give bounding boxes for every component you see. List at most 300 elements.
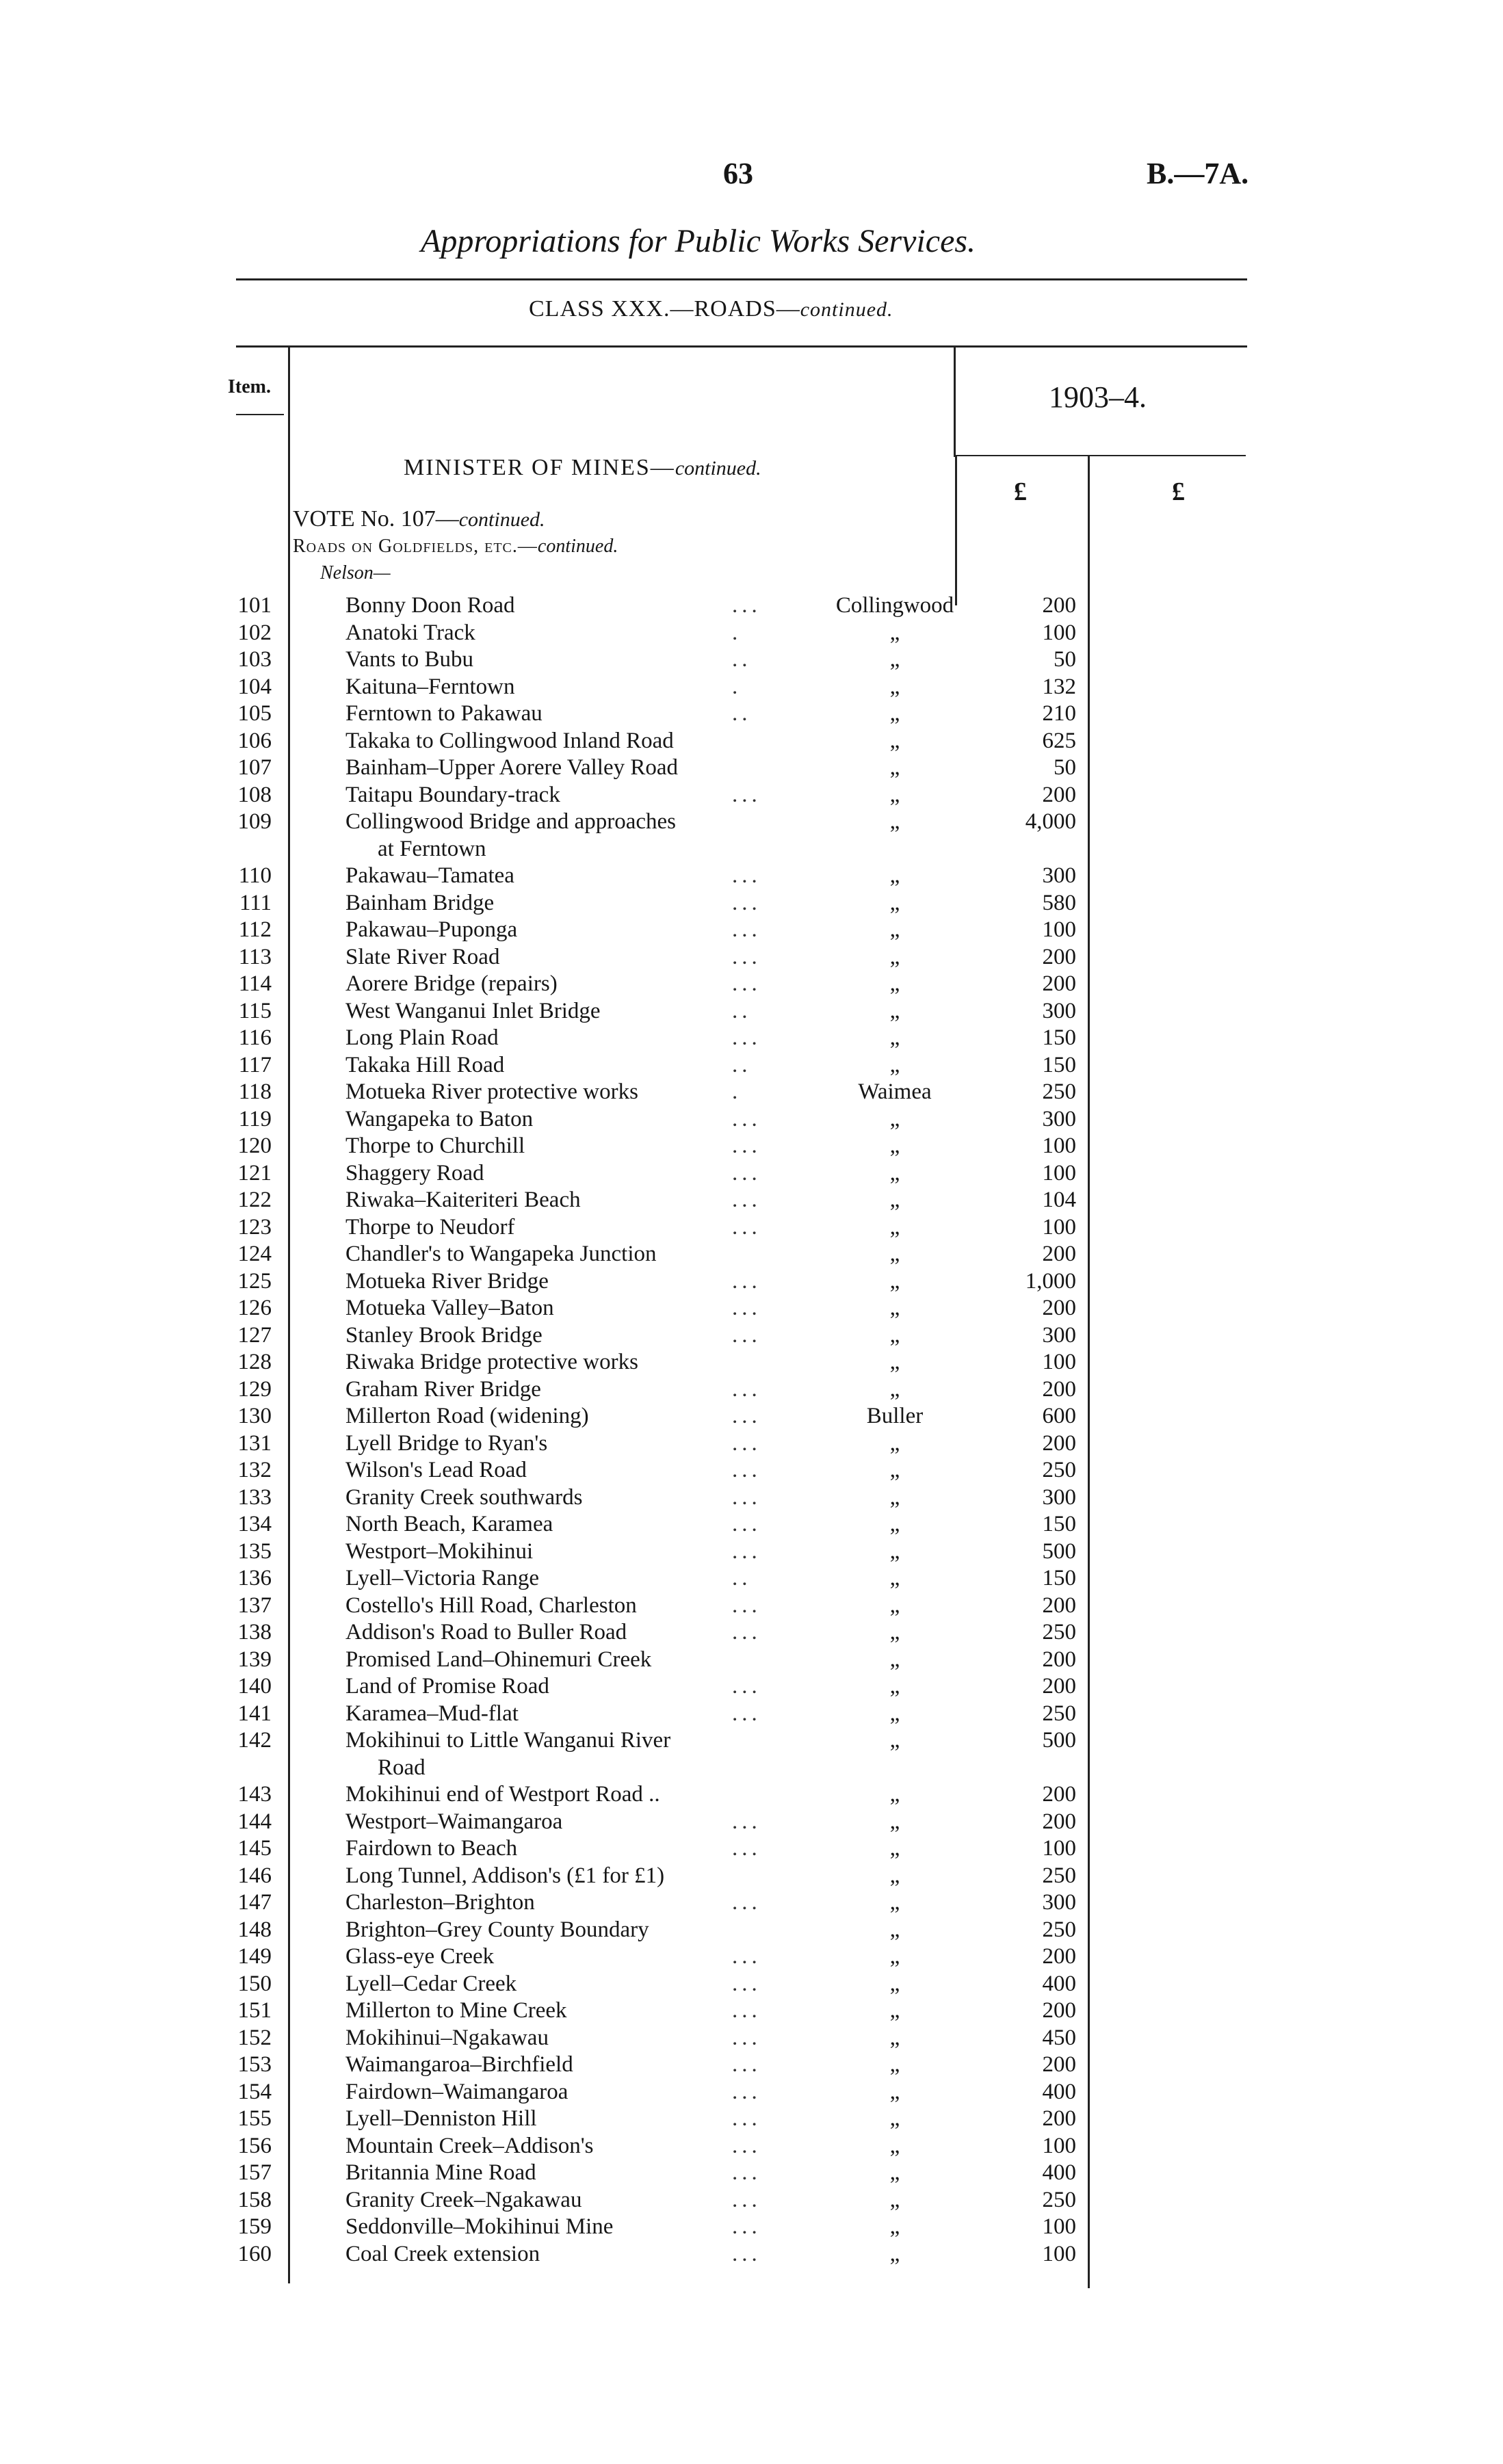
table-row bbox=[0, 1376, 1503, 1403]
item-number: 102 bbox=[237, 620, 272, 645]
class-heading-main: CLASS XXX.—ROADS— bbox=[529, 296, 800, 322]
item-number: 141 bbox=[237, 1701, 272, 1726]
district-name: „ bbox=[889, 1242, 900, 1266]
item-description: Seddonville–Mokihinui Mine bbox=[345, 2214, 614, 2239]
district-name: „ bbox=[889, 1593, 900, 1618]
amount-value: 250 bbox=[1042, 1701, 1076, 1726]
table-row bbox=[0, 673, 1503, 700]
item-description: Shaggery Road bbox=[345, 1161, 484, 1185]
table-row bbox=[0, 1916, 1503, 1943]
district-name: „ bbox=[889, 1485, 900, 1510]
amount-value: 200 bbox=[1042, 971, 1076, 996]
item-number: 154 bbox=[237, 2080, 272, 2104]
district-name: „ bbox=[889, 1674, 900, 1699]
item-description: Chandler's to Wangapeka Junction bbox=[345, 1242, 657, 1266]
district-name: „ bbox=[889, 1296, 900, 1320]
district-name: „ bbox=[889, 1863, 900, 1888]
district-name: Buller bbox=[866, 1404, 924, 1428]
amount-value: 200 bbox=[1042, 1377, 1076, 1402]
district-name: „ bbox=[889, 1188, 900, 1212]
item-number: 149 bbox=[237, 1944, 272, 1969]
item-description: Takaka to Collingwood Inland Road bbox=[345, 729, 674, 753]
item-description: Mokihinui to Little Wanganui River bbox=[345, 1728, 671, 1753]
amount-value: 132 bbox=[1042, 674, 1076, 699]
table-row bbox=[0, 592, 1503, 619]
item-number: 132 bbox=[237, 1458, 272, 1482]
table-row bbox=[0, 1673, 1503, 1700]
item-number: 137 bbox=[237, 1593, 272, 1618]
leader-dots: ... bbox=[732, 1404, 761, 1428]
district-name: „ bbox=[889, 729, 900, 753]
district-name: „ bbox=[889, 2214, 900, 2239]
item-number: 107 bbox=[237, 755, 272, 780]
item-description: Bonny Doon Road bbox=[345, 593, 515, 618]
district-name: „ bbox=[889, 2106, 900, 2131]
district-name: „ bbox=[889, 2160, 900, 2185]
table-row bbox=[0, 1592, 1503, 1619]
item-description: Kaituna–Ferntown bbox=[345, 674, 515, 699]
table-row bbox=[0, 754, 1503, 781]
item-number: 112 bbox=[238, 917, 272, 942]
item-number: 133 bbox=[237, 1485, 272, 1510]
amount-value: 300 bbox=[1042, 1890, 1076, 1915]
item-number: 101 bbox=[237, 593, 272, 618]
table-row bbox=[0, 889, 1503, 917]
amount-value: 200 bbox=[1042, 1782, 1076, 1807]
leader-dots: ... bbox=[732, 1620, 761, 1644]
amount-value: 100 bbox=[1042, 917, 1076, 942]
year-header-rule bbox=[955, 455, 1246, 456]
district-name: „ bbox=[889, 1998, 900, 2023]
leader-dots: ... bbox=[732, 1161, 761, 1185]
leader-dots: ... bbox=[732, 2106, 761, 2131]
currency-header-col2: £ bbox=[1172, 477, 1185, 506]
item-description: Thorpe to Neudorf bbox=[345, 1215, 515, 1240]
table-row bbox=[0, 1564, 1503, 1592]
minister-heading-main: MINISTER OF MINES— bbox=[404, 455, 675, 480]
table-row bbox=[0, 2051, 1503, 2078]
item-description: Long Tunnel, Addison's (£1 for £1) bbox=[345, 1863, 665, 1888]
leader-dots: .. bbox=[732, 1053, 752, 1077]
minister-heading-continued: continued. bbox=[675, 457, 761, 480]
leader-dots: ... bbox=[732, 1485, 761, 1510]
district-name: „ bbox=[889, 701, 900, 726]
vote-heading bbox=[293, 506, 545, 532]
district-name: „ bbox=[889, 2188, 900, 2212]
item-number: 109 bbox=[237, 809, 272, 834]
item-number: 147 bbox=[237, 1890, 272, 1915]
amount-value: 100 bbox=[1042, 1215, 1076, 1240]
item-header-underline bbox=[236, 414, 284, 415]
district-name: „ bbox=[889, 999, 900, 1023]
amount-value: 625 bbox=[1042, 729, 1076, 753]
table-row bbox=[0, 1997, 1503, 2024]
leader-dots: ... bbox=[732, 1890, 761, 1915]
item-description-continuation: Road bbox=[378, 1755, 426, 1780]
item-number: 122 bbox=[237, 1188, 272, 1212]
amount-value: 100 bbox=[1042, 1836, 1076, 1861]
leader-dots: ... bbox=[732, 2160, 761, 2185]
district-name: „ bbox=[889, 809, 900, 834]
item-description: Motueka River Bridge bbox=[345, 1269, 549, 1294]
amount-column-rule-left bbox=[955, 455, 957, 605]
leader-dots: . bbox=[732, 620, 742, 645]
district-name: „ bbox=[889, 647, 900, 672]
leader-dots: ... bbox=[732, 1269, 761, 1294]
amount-value: 150 bbox=[1042, 1053, 1076, 1077]
leader-dots: ... bbox=[732, 1998, 761, 2023]
table-row bbox=[0, 1727, 1503, 1780]
item-description: Karamea–Mud-flat bbox=[345, 1701, 519, 1726]
leader-dots: ... bbox=[732, 1296, 761, 1320]
table-row bbox=[0, 1214, 1503, 1241]
district-name: „ bbox=[889, 1890, 900, 1915]
item-description: Vants to Bubu bbox=[345, 647, 474, 672]
amount-value: 100 bbox=[1042, 1161, 1076, 1185]
leader-dots: ... bbox=[732, 1674, 761, 1699]
leader-dots: ... bbox=[732, 2052, 761, 2077]
district-name: „ bbox=[889, 674, 900, 699]
leader-dots: ... bbox=[732, 1025, 761, 1050]
leader-dots: ... bbox=[732, 1836, 761, 1861]
item-number: 136 bbox=[237, 1566, 272, 1590]
amount-value: 100 bbox=[1042, 1133, 1076, 1158]
item-description: Anatoki Track bbox=[345, 620, 475, 645]
district-name: „ bbox=[889, 620, 900, 645]
district-name: „ bbox=[889, 1971, 900, 1996]
item-number: 148 bbox=[237, 1917, 272, 1942]
item-number: 146 bbox=[237, 1863, 272, 1888]
table-row bbox=[0, 1078, 1503, 1105]
item-number: 142 bbox=[237, 1728, 272, 1753]
district-name: „ bbox=[889, 1836, 900, 1861]
item-description: Bainham–Upper Aorere Valley Road bbox=[345, 755, 679, 780]
amount-value: 100 bbox=[1042, 2134, 1076, 2158]
item-description: Motueka River protective works bbox=[345, 1079, 638, 1104]
table-row bbox=[0, 2078, 1503, 2106]
table-row bbox=[0, 1835, 1503, 1862]
amount-value: 210 bbox=[1042, 701, 1076, 726]
table-row bbox=[0, 1781, 1503, 1808]
table-row bbox=[0, 727, 1503, 755]
district-name: „ bbox=[889, 1133, 900, 1158]
item-number: 157 bbox=[237, 2160, 272, 2185]
leader-dots: ... bbox=[732, 1377, 761, 1402]
leader-dots: ... bbox=[732, 2214, 761, 2239]
district-name: „ bbox=[889, 1917, 900, 1942]
leader-dots: ... bbox=[732, 1701, 761, 1726]
table-row bbox=[0, 1970, 1503, 1997]
district-name: „ bbox=[889, 2134, 900, 2158]
item-number: 120 bbox=[237, 1133, 272, 1158]
leader-dots: ... bbox=[732, 1539, 761, 1564]
item-description: North Beach, Karamea bbox=[345, 1512, 553, 1536]
leader-dots: ... bbox=[732, 783, 761, 807]
amount-value: 200 bbox=[1042, 1242, 1076, 1266]
district-name: „ bbox=[889, 1701, 900, 1726]
amount-value: 4,000 bbox=[1025, 809, 1076, 834]
leader-dots: ... bbox=[732, 2188, 761, 2212]
district-name: „ bbox=[889, 945, 900, 969]
district-name: „ bbox=[889, 2026, 900, 2050]
roads-heading bbox=[293, 536, 618, 558]
item-description: Taitapu Boundary-track bbox=[345, 783, 560, 807]
district-name: „ bbox=[889, 1350, 900, 1374]
item-number: 110 bbox=[238, 863, 272, 888]
item-description: Fairdown–Waimangaroa bbox=[345, 2080, 568, 2104]
district-name: „ bbox=[889, 1053, 900, 1077]
district-name: „ bbox=[889, 1161, 900, 1185]
table-row bbox=[0, 1348, 1503, 1376]
amount-value: 200 bbox=[1042, 783, 1076, 807]
leader-dots: ... bbox=[732, 1107, 761, 1131]
item-description: Brighton–Grey County Boundary bbox=[345, 1917, 649, 1942]
leader-dots: ... bbox=[732, 1458, 761, 1482]
item-number: 104 bbox=[237, 674, 272, 699]
item-number: 105 bbox=[237, 701, 272, 726]
table-row bbox=[0, 1186, 1503, 1214]
district-name: Waimea bbox=[858, 1079, 932, 1104]
table-row bbox=[0, 1538, 1503, 1565]
district-name: „ bbox=[889, 1512, 900, 1536]
table-row bbox=[0, 1051, 1503, 1079]
item-description: Britannia Mine Road bbox=[345, 2160, 536, 2185]
item-description: Lyell–Victoria Range bbox=[345, 1566, 540, 1590]
item-description-continuation: at Ferntown bbox=[378, 837, 486, 861]
item-description: West Wanganui Inlet Bridge bbox=[345, 999, 601, 1023]
item-number: 115 bbox=[238, 999, 272, 1023]
item-number: 129 bbox=[237, 1377, 272, 1402]
item-description: Granity Creek–Ngakawau bbox=[345, 2188, 582, 2212]
item-description: Pakawau–Puponga bbox=[345, 917, 518, 942]
table-top-rule bbox=[236, 345, 1247, 348]
item-description: Lyell–Denniston Hill bbox=[345, 2106, 537, 2131]
item-number: 153 bbox=[237, 2052, 272, 2077]
table-row bbox=[0, 1159, 1503, 1187]
item-number: 156 bbox=[237, 2134, 272, 2158]
table-row bbox=[0, 1105, 1503, 1133]
leader-dots: ... bbox=[732, 863, 761, 888]
district-name: „ bbox=[889, 971, 900, 996]
district-name: Collingwood bbox=[835, 593, 954, 618]
page-title: Appropriations for Public Works Services. bbox=[421, 223, 976, 259]
amount-value: 250 bbox=[1042, 2188, 1076, 2212]
table-row bbox=[0, 1268, 1503, 1295]
item-number: 130 bbox=[237, 1404, 272, 1428]
item-description: Bainham Bridge bbox=[345, 891, 495, 915]
amount-value: 200 bbox=[1042, 1998, 1076, 2023]
item-number: 139 bbox=[237, 1647, 272, 1672]
amount-value: 300 bbox=[1042, 1323, 1076, 1348]
district-name: „ bbox=[889, 1431, 900, 1456]
table-row bbox=[0, 862, 1503, 889]
amount-value: 600 bbox=[1042, 1404, 1076, 1428]
item-description: Mokihinui end of Westport Road .. bbox=[345, 1782, 660, 1807]
item-number: 128 bbox=[237, 1350, 272, 1374]
table-row bbox=[0, 1510, 1503, 1538]
item-number: 155 bbox=[237, 2106, 272, 2131]
amount-value: 200 bbox=[1042, 2052, 1076, 2077]
item-column-header: Item. bbox=[228, 376, 271, 397]
table-row bbox=[0, 2186, 1503, 2214]
item-description: Addison's Road to Buller Road bbox=[345, 1620, 627, 1644]
amount-value: 200 bbox=[1042, 1674, 1076, 1699]
district-name: „ bbox=[889, 1377, 900, 1402]
item-description: Wangapeka to Baton bbox=[345, 1107, 534, 1131]
district-column-rule bbox=[954, 348, 956, 457]
amount-value: 200 bbox=[1042, 1296, 1076, 1320]
amount-value: 250 bbox=[1042, 1079, 1076, 1104]
item-number: 145 bbox=[237, 1836, 272, 1861]
leader-dots: .. bbox=[732, 1566, 752, 1590]
amount-value: 50 bbox=[1054, 647, 1076, 672]
amount-value: 400 bbox=[1042, 2160, 1076, 2185]
item-number: 159 bbox=[237, 2214, 272, 2239]
item-description: Long Plain Road bbox=[345, 1025, 499, 1050]
table-row bbox=[0, 1484, 1503, 1511]
leader-dots: ... bbox=[732, 1593, 761, 1618]
table-row bbox=[0, 997, 1503, 1025]
amount-value: 250 bbox=[1042, 1458, 1076, 1482]
table-row bbox=[0, 1808, 1503, 1835]
district-name: „ bbox=[889, 2080, 900, 2104]
item-description: Westport–Mokihinui bbox=[345, 1539, 534, 1564]
item-description: Mountain Creek–Addison's bbox=[345, 2134, 594, 2158]
item-description: Fairdown to Beach bbox=[345, 1836, 518, 1861]
item-number: 134 bbox=[237, 1512, 272, 1536]
amount-value: 100 bbox=[1042, 2214, 1076, 2239]
district-name: „ bbox=[889, 863, 900, 888]
vote-heading-main: VOTE No. 107— bbox=[293, 506, 459, 532]
amount-value: 200 bbox=[1042, 945, 1076, 969]
amount-value: 200 bbox=[1042, 1593, 1076, 1618]
district-name: „ bbox=[889, 1566, 900, 1590]
table-row bbox=[0, 2213, 1503, 2240]
table-row bbox=[0, 970, 1503, 997]
district-name: „ bbox=[889, 1809, 900, 1834]
item-number: 125 bbox=[237, 1269, 272, 1294]
leader-dots: ... bbox=[732, 1944, 761, 1969]
district-name: „ bbox=[889, 755, 900, 780]
district-name: „ bbox=[889, 1025, 900, 1050]
district-name: „ bbox=[889, 2242, 900, 2266]
page-number: 63 bbox=[723, 157, 753, 190]
item-description: Takaka Hill Road bbox=[345, 1053, 505, 1077]
table-row bbox=[0, 2105, 1503, 2132]
item-description: Ferntown to Pakawau bbox=[345, 701, 543, 726]
item-description: Granity Creek southwards bbox=[345, 1485, 583, 1510]
item-number: 121 bbox=[237, 1161, 272, 1185]
leader-dots: ... bbox=[732, 891, 761, 915]
amount-value: 500 bbox=[1042, 1539, 1076, 1564]
document-reference: B.—7A. bbox=[1147, 157, 1249, 190]
item-description: Waimangaroa–Birchfield bbox=[345, 2052, 573, 2077]
item-description: Stanley Brook Bridge bbox=[345, 1323, 543, 1348]
table-row bbox=[0, 808, 1503, 861]
item-number: 123 bbox=[237, 1215, 272, 1240]
amount-value: 50 bbox=[1054, 755, 1076, 780]
district-name: „ bbox=[889, 1647, 900, 1672]
item-number: 116 bbox=[238, 1025, 272, 1050]
leader-dots: ... bbox=[732, 1133, 761, 1158]
item-number: 160 bbox=[237, 2242, 272, 2266]
item-number: 119 bbox=[238, 1107, 272, 1131]
item-description: Wilson's Lead Road bbox=[345, 1458, 527, 1482]
amount-value: 500 bbox=[1042, 1728, 1076, 1753]
leader-dots: ... bbox=[732, 2080, 761, 2104]
table-row bbox=[0, 1646, 1503, 1673]
item-number: 140 bbox=[237, 1674, 272, 1699]
amount-value: 200 bbox=[1042, 1944, 1076, 1969]
leader-dots: ... bbox=[732, 1971, 761, 1996]
item-description: Mokihinui–Ngakawau bbox=[345, 2026, 549, 2050]
item-number: 103 bbox=[237, 647, 272, 672]
leader-dots: ... bbox=[732, 2134, 761, 2158]
leader-dots: .. bbox=[732, 701, 752, 726]
district-name: „ bbox=[889, 2052, 900, 2077]
leader-dots: ... bbox=[732, 1215, 761, 1240]
amount-value: 100 bbox=[1042, 1350, 1076, 1374]
item-number: 108 bbox=[237, 783, 272, 807]
item-description: Graham River Bridge bbox=[345, 1377, 541, 1402]
item-description: Riwaka–Kaiteriteri Beach bbox=[345, 1188, 581, 1212]
amount-value: 1,000 bbox=[1025, 1269, 1076, 1294]
district-name: „ bbox=[889, 1728, 900, 1753]
table-row bbox=[0, 700, 1503, 727]
leader-dots: ... bbox=[732, 1512, 761, 1536]
amount-value: 250 bbox=[1042, 1917, 1076, 1942]
item-description: Pakawau–Tamatea bbox=[345, 863, 514, 888]
item-description: Costello's Hill Road, Charleston bbox=[345, 1593, 637, 1618]
item-description: Lyell–Cedar Creek bbox=[345, 1971, 517, 1996]
amount-value: 200 bbox=[1042, 2106, 1076, 2131]
amount-value: 200 bbox=[1042, 1809, 1076, 1834]
leader-dots: .. bbox=[732, 647, 752, 672]
table-row bbox=[0, 2132, 1503, 2160]
item-description: Charleston–Brighton bbox=[345, 1890, 535, 1915]
item-description: Riwaka Bridge protective works bbox=[345, 1350, 638, 1374]
item-description: Glass-eye Creek bbox=[345, 1944, 495, 1969]
district-name: „ bbox=[889, 1620, 900, 1644]
amount-value: 100 bbox=[1042, 2242, 1076, 2266]
amount-value: 200 bbox=[1042, 1647, 1076, 1672]
minister-heading bbox=[404, 455, 761, 481]
table-row bbox=[0, 2159, 1503, 2186]
amount-value: 250 bbox=[1042, 1863, 1076, 1888]
table-row bbox=[0, 1889, 1503, 1916]
table-row bbox=[0, 1294, 1503, 1322]
item-description: Promised Land–Ohinemuri Creek bbox=[345, 1647, 652, 1672]
table-row bbox=[0, 1402, 1503, 1430]
roads-heading-continued: continued. bbox=[537, 536, 618, 557]
table-row bbox=[0, 1240, 1503, 1268]
item-number: 111 bbox=[239, 891, 272, 915]
amount-value: 400 bbox=[1042, 2080, 1076, 2104]
table-row bbox=[0, 1943, 1503, 1970]
item-number: 135 bbox=[237, 1539, 272, 1564]
district-name: „ bbox=[889, 1539, 900, 1564]
amount-value: 400 bbox=[1042, 1971, 1076, 1996]
item-number: 114 bbox=[238, 971, 272, 996]
amount-value: 300 bbox=[1042, 863, 1076, 888]
item-description: Westport–Waimangaroa bbox=[345, 1809, 563, 1834]
table-row bbox=[0, 1430, 1503, 1457]
leader-dots: ... bbox=[732, 945, 761, 969]
item-description: Millerton to Mine Creek bbox=[345, 1998, 567, 2023]
amount-value: 100 bbox=[1042, 620, 1076, 645]
item-description: Land of Promise Road bbox=[345, 1674, 549, 1699]
leader-dots: ... bbox=[732, 2242, 761, 2266]
